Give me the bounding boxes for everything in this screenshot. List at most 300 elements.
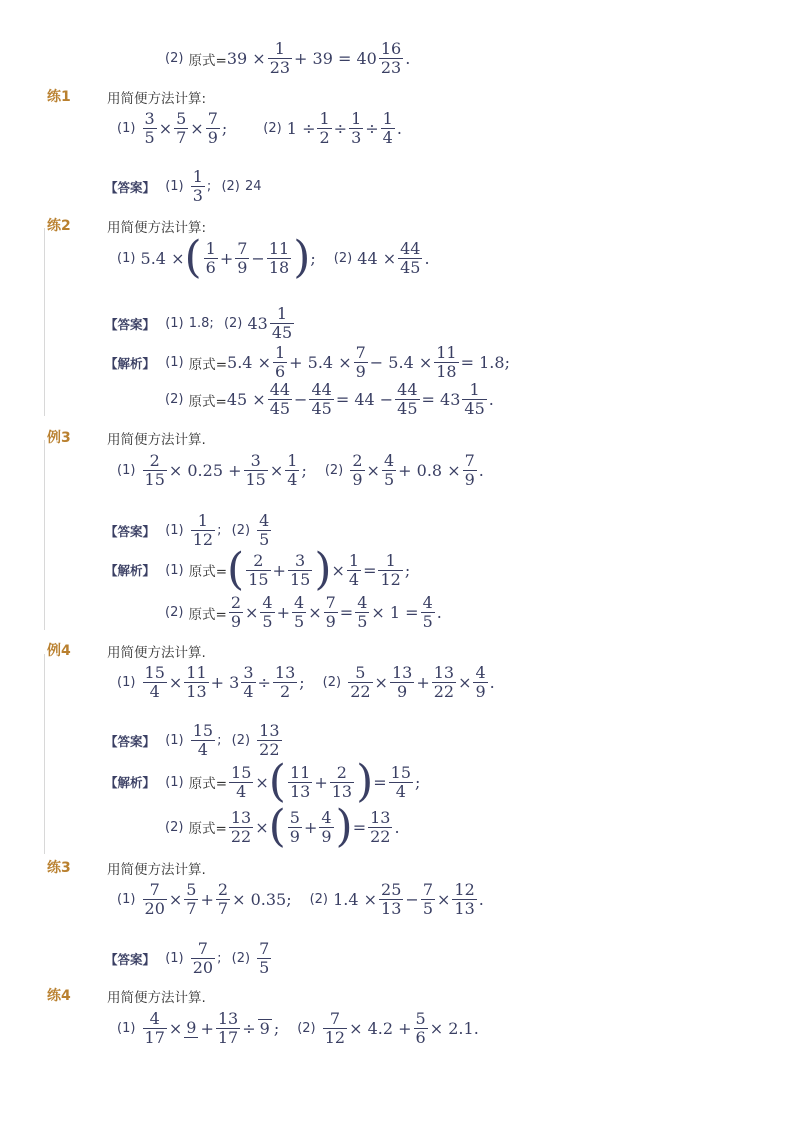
fraction xyxy=(206,110,220,147)
numerator: 7 xyxy=(355,343,366,362)
denominator: 13 xyxy=(331,781,353,801)
fraction xyxy=(421,594,435,631)
fraction xyxy=(244,452,268,489)
times-sign: × xyxy=(382,248,397,268)
fraction xyxy=(143,110,157,147)
denominator: 23 xyxy=(269,58,291,77)
fraction xyxy=(229,594,243,631)
denominator: 9 xyxy=(230,612,242,631)
semicolon: ; xyxy=(286,890,292,909)
denominator: 13 xyxy=(454,899,475,918)
fraction xyxy=(184,1019,198,1038)
num: 1 xyxy=(286,119,297,138)
denominator: 9 xyxy=(352,470,363,489)
times-sign: × xyxy=(308,603,322,622)
times-sign: × xyxy=(363,890,378,909)
answer-tag: 【答案】 xyxy=(105,179,156,195)
numerator: 1 xyxy=(268,40,292,59)
numerator: 11 xyxy=(268,238,290,258)
denominator: 7 xyxy=(186,899,197,918)
times-sign: × xyxy=(371,603,385,622)
item-number: (2) xyxy=(165,392,184,407)
fraction xyxy=(347,552,361,589)
fraction xyxy=(267,240,291,277)
denominator: 13 xyxy=(186,682,207,701)
fraction xyxy=(143,452,167,489)
num: 1 xyxy=(389,603,401,622)
denominator: 12 xyxy=(324,1028,346,1047)
numerator: 4 xyxy=(383,451,395,470)
numerator: 4 xyxy=(422,593,433,612)
times-sign: × xyxy=(168,1019,183,1038)
fraction xyxy=(434,344,458,381)
numerator: 25 xyxy=(381,880,402,899)
div-sign: ÷ xyxy=(302,119,316,138)
times-sign: × xyxy=(252,49,266,68)
denominator: 15 xyxy=(245,470,266,489)
fraction xyxy=(350,452,364,489)
period: . xyxy=(424,248,430,268)
numerator: 4 xyxy=(357,593,368,612)
denominator: 4 xyxy=(149,682,160,701)
margin-rule xyxy=(44,654,45,854)
denominator: 7 xyxy=(176,128,187,147)
problem-line xyxy=(117,881,484,918)
eq-sign: = xyxy=(335,390,350,409)
fraction xyxy=(368,809,392,846)
fraction xyxy=(317,110,331,147)
item-number: (2) xyxy=(221,179,240,194)
numerator: 3 xyxy=(243,663,254,682)
denominator: 45 xyxy=(400,257,421,277)
item-number: (2) xyxy=(231,951,251,966)
numerator: 44 xyxy=(269,380,291,399)
times-sign: × xyxy=(331,560,345,580)
fraction xyxy=(309,381,333,418)
item-number: (2) xyxy=(165,51,184,66)
num: 44 xyxy=(354,390,375,409)
denominator: 5 xyxy=(383,470,395,489)
denominator: 9 xyxy=(259,1019,270,1038)
item-number: (2) xyxy=(165,819,184,835)
minus-sign: − xyxy=(294,390,308,409)
numerator: 2 xyxy=(143,452,167,471)
eq-sign: = xyxy=(405,603,419,622)
fraction xyxy=(462,381,486,418)
fraction xyxy=(191,940,215,977)
fraction xyxy=(257,512,271,549)
numerator: 15 xyxy=(390,762,412,782)
numerator: 1 xyxy=(378,552,402,571)
numerator: 15 xyxy=(144,663,165,682)
semicolon: ; xyxy=(301,461,307,480)
semicolon: ; xyxy=(299,673,305,692)
num: 0.25 xyxy=(187,461,223,480)
instruction: 用简便方法计算. xyxy=(107,862,206,878)
eq-sign: = xyxy=(363,560,377,580)
right-paren: ) xyxy=(293,232,311,283)
period: . xyxy=(394,817,400,837)
num: 5.4 xyxy=(140,248,166,268)
numerator: 5 xyxy=(348,664,372,683)
problem-line xyxy=(117,1010,479,1047)
denominator: 2 xyxy=(280,682,291,701)
exercise-label: 练4 xyxy=(47,988,71,1004)
semicolon: ; xyxy=(310,248,316,268)
numerator: 44 xyxy=(397,380,418,399)
numerator: 4 xyxy=(321,807,332,827)
fraction xyxy=(432,664,456,701)
item-number: (2) xyxy=(231,733,251,748)
denominator: 5 xyxy=(259,530,270,549)
numerator: 3 xyxy=(244,452,268,471)
plus-sign: + xyxy=(398,1019,412,1038)
answer-line xyxy=(105,940,273,977)
item-number: (1) xyxy=(117,463,136,478)
plus-sign: + xyxy=(210,673,225,692)
minus-sign: − xyxy=(379,390,394,409)
numerator: 44 xyxy=(400,238,421,258)
numerator: 11 xyxy=(289,762,311,782)
eq-sign: = xyxy=(421,390,435,409)
analysis-tag: 【解析】 xyxy=(105,775,156,790)
numerator: 1 xyxy=(382,109,393,128)
num: 40 xyxy=(356,49,377,68)
numerator: 7 xyxy=(237,238,248,258)
denominator: 4 xyxy=(348,569,360,589)
numerator: 15 xyxy=(192,721,214,740)
denominator: 22 xyxy=(433,682,455,701)
fraction xyxy=(184,881,198,918)
denominator: 4 xyxy=(382,128,393,147)
num: 43 xyxy=(440,390,461,409)
fraction xyxy=(354,344,368,381)
plus-sign: + xyxy=(200,1019,214,1038)
times-sign: × xyxy=(168,673,183,692)
fraction xyxy=(473,664,487,701)
fraction xyxy=(330,764,354,801)
numerator: 2 xyxy=(330,764,354,783)
example-label: 例4 xyxy=(47,643,71,659)
denominator: 12 xyxy=(380,569,401,589)
fraction xyxy=(204,240,218,277)
left-paren: ( xyxy=(227,544,245,595)
analysis-tag: 【解析】 xyxy=(105,355,156,371)
semicolon: ; xyxy=(217,951,222,966)
eq-sign: = xyxy=(338,49,352,68)
analysis-line-2 xyxy=(165,381,494,418)
fraction xyxy=(379,40,403,77)
exercise-label: 练3 xyxy=(47,860,71,876)
denominator: 3 xyxy=(351,128,362,147)
numerator: 2 xyxy=(246,552,270,571)
semicolon: ; xyxy=(273,1019,280,1038)
left-paren: ( xyxy=(268,801,286,852)
answer-value: 1.8 xyxy=(188,316,210,331)
numerator: 7 xyxy=(422,880,433,899)
numerator: 13 xyxy=(370,807,391,827)
num: 1.4 xyxy=(333,890,359,909)
fraction xyxy=(229,764,253,801)
fraction xyxy=(463,452,477,489)
numerator: 13 xyxy=(230,807,252,827)
fraction xyxy=(216,1010,240,1047)
numerator: 2 xyxy=(217,880,229,899)
div-sign: ÷ xyxy=(365,119,379,138)
denominator: 5 xyxy=(144,128,155,147)
denominator: 13 xyxy=(289,781,311,801)
denominator: 22 xyxy=(230,826,252,846)
fraction xyxy=(390,664,414,701)
fraction xyxy=(355,594,369,631)
item-number: (2) xyxy=(324,463,344,478)
minus-sign: − xyxy=(405,890,419,909)
denominator: 5 xyxy=(357,612,368,631)
numerator: 7 xyxy=(464,451,475,470)
answer-line xyxy=(105,722,284,759)
margin-rule xyxy=(44,440,45,630)
margin-rule xyxy=(44,228,45,416)
analysis-line-2 xyxy=(165,801,400,852)
numerator: 7 xyxy=(191,940,215,959)
numerator: 13 xyxy=(259,721,280,740)
denominator: 5 xyxy=(422,612,433,631)
eq-sign: = xyxy=(339,603,354,622)
fraction xyxy=(235,240,249,277)
times-sign: × xyxy=(374,673,388,692)
div-sign: ÷ xyxy=(242,1019,256,1038)
num: 0.35 xyxy=(250,890,287,909)
numerator: 2 xyxy=(352,451,363,470)
plus-sign: + xyxy=(200,890,214,909)
item-number: (2) xyxy=(165,605,184,620)
item-number: (1) xyxy=(165,355,184,370)
times-sign: × xyxy=(168,461,183,480)
fraction xyxy=(378,552,402,589)
fraction xyxy=(246,552,270,589)
fraction xyxy=(414,1010,428,1047)
times-sign: × xyxy=(349,1019,363,1038)
period: . xyxy=(473,1019,479,1038)
fraction xyxy=(382,452,396,489)
prev-solution-line xyxy=(165,40,410,77)
denominator: 9 xyxy=(321,826,332,846)
item-number: (1) xyxy=(165,733,184,748)
num: 1.8 xyxy=(479,353,505,372)
answer-line xyxy=(105,512,273,549)
fraction xyxy=(270,305,294,342)
plus-sign: + xyxy=(289,353,303,372)
period: . xyxy=(489,673,495,692)
denominator: 15 xyxy=(248,569,269,589)
yuanshi-label: 原式= xyxy=(188,776,228,792)
fraction xyxy=(273,344,287,381)
item-number: (2) xyxy=(263,121,282,136)
denominator: 22 xyxy=(370,826,391,846)
item-number: (1) xyxy=(165,523,184,538)
numerator: 13 xyxy=(217,1009,239,1028)
fraction xyxy=(174,110,188,147)
analysis-line-1 xyxy=(105,544,411,595)
denominator: 9 xyxy=(397,682,408,701)
answer-tag: 【答案】 xyxy=(105,316,156,332)
numerator: 4 xyxy=(262,593,273,612)
fraction xyxy=(288,809,302,846)
denominator: 4 xyxy=(243,682,254,701)
num: 5.4 xyxy=(307,353,334,372)
numerator: 4 xyxy=(294,593,305,612)
fraction xyxy=(288,552,312,589)
item-number: (1) xyxy=(117,250,136,266)
fraction xyxy=(324,594,338,631)
fraction xyxy=(288,764,312,801)
denominator: 45 xyxy=(311,399,332,418)
item-number: (1) xyxy=(117,675,136,690)
instruction: 用简便方法计算. xyxy=(107,990,206,1006)
exercise-label: 练2 xyxy=(47,218,71,234)
numerator: 4 xyxy=(475,663,486,682)
denominator: 13 xyxy=(381,899,402,918)
numerator: 1 xyxy=(287,451,298,470)
fraction xyxy=(143,1010,167,1047)
fraction xyxy=(184,664,208,701)
denominator: 22 xyxy=(259,740,280,759)
eq-sign: = xyxy=(352,817,367,837)
div-sign: ÷ xyxy=(257,673,271,692)
item-number: (2) xyxy=(322,675,342,690)
numerator: 5 xyxy=(415,1009,426,1028)
numerator: 9 xyxy=(186,1018,197,1037)
denominator: 15 xyxy=(144,470,165,489)
minus-sign: − xyxy=(251,248,265,268)
plus-sign: + xyxy=(303,817,318,837)
numerator: 7 xyxy=(207,109,218,128)
plus-sign: + xyxy=(276,603,291,622)
denominator: 20 xyxy=(144,899,165,918)
denominator: 9 xyxy=(237,257,248,277)
right-paren: ) xyxy=(314,544,332,595)
fraction xyxy=(348,664,372,701)
numerator: 1 xyxy=(270,305,294,324)
fraction xyxy=(229,809,253,846)
item-number: (1) xyxy=(117,1021,136,1036)
denominator: 6 xyxy=(205,257,216,277)
numerator: 7 xyxy=(143,881,167,900)
fraction xyxy=(389,764,413,801)
numerator: 1 xyxy=(274,343,286,362)
times-sign: × xyxy=(429,1019,444,1038)
denominator: 45 xyxy=(397,399,418,418)
num: 4.2 xyxy=(367,1019,394,1038)
numerator: 7 xyxy=(259,939,270,958)
period: . xyxy=(436,603,442,622)
times-sign: × xyxy=(232,890,246,909)
fraction xyxy=(421,881,435,918)
num: 5.4 xyxy=(388,353,414,372)
item-number: (1) xyxy=(165,316,184,331)
fraction xyxy=(323,1010,347,1047)
item-number: (1) xyxy=(165,562,184,578)
denominator: 9 xyxy=(207,128,218,147)
denominator: 6 xyxy=(274,362,286,381)
fraction xyxy=(143,881,167,918)
denominator: 20 xyxy=(192,958,214,977)
fraction xyxy=(292,594,306,631)
denominator: 45 xyxy=(464,399,485,418)
answer-value: 24 xyxy=(244,179,262,194)
left-paren: ( xyxy=(268,756,286,807)
problem-line xyxy=(117,452,484,489)
problem-line xyxy=(117,664,495,701)
numerator: 5 xyxy=(186,880,197,899)
times-sign: × xyxy=(447,461,461,480)
times-sign: × xyxy=(418,353,433,372)
period: . xyxy=(478,461,484,480)
times-sign: × xyxy=(366,461,380,480)
plus-sign: + xyxy=(294,49,308,68)
times-sign: × xyxy=(168,890,183,909)
yuanshi-label: 原式= xyxy=(188,356,228,373)
times-sign: × xyxy=(245,603,259,622)
right-paren: ) xyxy=(356,756,374,807)
yuanshi-label: 原式= xyxy=(188,564,228,580)
fraction xyxy=(349,110,363,147)
denominator: 15 xyxy=(289,569,311,589)
analysis-line-2 xyxy=(165,594,442,631)
plus-sign: + xyxy=(398,461,412,480)
analysis-tag: 【解析】 xyxy=(105,563,156,578)
numerator: 3 xyxy=(144,109,155,128)
times-sign: × xyxy=(255,817,269,837)
item-number: (2) xyxy=(309,892,328,907)
denominator: 4 xyxy=(395,781,406,801)
num: 43 xyxy=(247,314,268,333)
denominator: 9 xyxy=(464,470,475,489)
times-sign: × xyxy=(255,772,269,792)
numerator: 16 xyxy=(380,39,402,58)
numerator: 1 xyxy=(192,167,203,186)
minus-sign: − xyxy=(369,353,384,372)
plus-sign: + xyxy=(416,673,430,692)
period: . xyxy=(396,119,402,138)
times-sign: × xyxy=(171,248,185,268)
semicolon: ; xyxy=(221,119,228,138)
denominator: 5 xyxy=(294,612,305,631)
numerator: 12 xyxy=(454,880,475,899)
period: . xyxy=(478,890,484,909)
semicolon: ; xyxy=(209,316,214,331)
item-number: (1) xyxy=(117,121,136,136)
fraction xyxy=(257,722,281,759)
times-sign: × xyxy=(269,461,284,480)
analysis-line-1 xyxy=(105,344,510,381)
denominator: 5 xyxy=(262,612,273,631)
plus-sign: + xyxy=(219,248,234,268)
num: 39 xyxy=(226,49,248,68)
left-paren: ( xyxy=(184,232,202,283)
semicolon: ; xyxy=(504,353,510,372)
denominator: 22 xyxy=(350,682,371,701)
instruction: 用简便方法计算: xyxy=(107,91,207,107)
num: 5.4 xyxy=(227,353,253,372)
numerator: 5 xyxy=(176,109,187,128)
denominator: 9 xyxy=(355,362,366,381)
example-label: 例3 xyxy=(47,430,71,446)
numerator: 1 xyxy=(462,381,486,400)
fraction xyxy=(260,594,274,631)
plus-sign: + xyxy=(272,560,286,580)
item-number: (1) xyxy=(165,179,184,194)
